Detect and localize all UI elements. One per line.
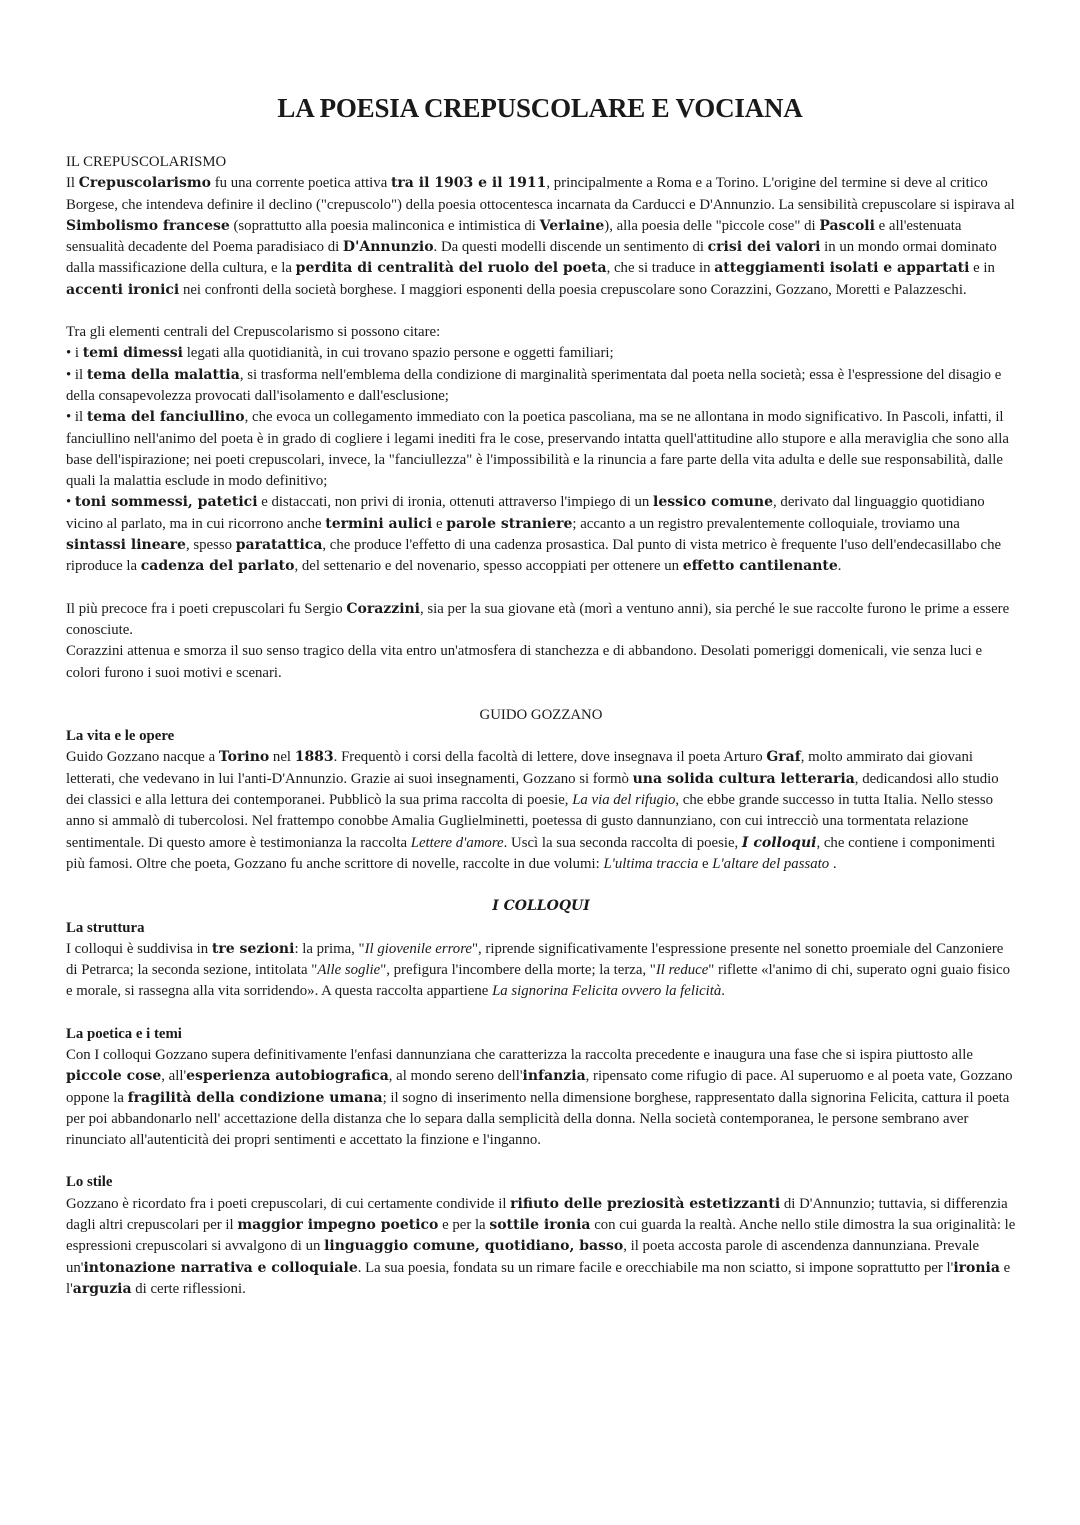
italic-text: L'altare del passato [712, 855, 830, 872]
bold-text: crisi dei valori [707, 239, 821, 256]
bold-text: tra il 1903 e il 1911 [390, 175, 547, 192]
bold-text: fragilità della condizione umana [127, 1089, 383, 1106]
bold-text: una solida cultura letteraria [632, 770, 855, 787]
italic-text: La signorina Felicita ovvero la felicità [492, 983, 722, 1000]
bold-text: toni sommessi, patetici [74, 494, 258, 511]
bold-italic-text: I colloqui [741, 834, 817, 851]
bold-text: paratattica [235, 537, 323, 554]
bold-text: Pascoli [819, 217, 875, 234]
italic-text: Alle soglie [317, 962, 381, 979]
italic-text: Lettere d'amore [410, 834, 504, 851]
bold-text: termini aulici [325, 515, 433, 532]
bold-text: parole straniere [446, 515, 573, 532]
italic-text: La via del rifugio [572, 792, 676, 809]
bold-text: esperienza autobiografica [186, 1068, 389, 1085]
paragraph-elements-list: Tra gli elementi centrali del Crepuscolarismo si possono citare: • i temi dimessi legati alla quotidianità, in cui trovano spazio persone e oggetti familiari; • il tema della malattia, si trasforma nell'emblema della condizione di marginalità sperimentata dal poeta nella società; essa è l'espressione del disagio e della consapevolezza provocati dall'isolamento e dall'esclusione; • il tema del fanciullino, che evoca un collegamento immediato con la poetica pascoliana, ma se ne allontana in modo significativo. In Pascoli, infatti, il fanciullino nell'animo del poeta è in grado di cogliere i legami inediti fra le cose, preservando intatta quell'attitudine allo stupore e alla meraviglia che sono alla base dell'ispirazione; nei poeti crepuscolari, invece, la "fanciullezza" è l'impossibilità e la rinuncia a fare parte della vita adulta e delle sue responsabilità, dalle quali la malattia esclude in modo definitivo; • toni sommessi, patetici e distaccati, non privi di ironia, ottenuti attraverso l'impiego di un lessico comune, derivato dal linguaggio quotidiano vicino al parlato, ma in cui ricorrono anche termini aulici e parole straniere; accanto a un registro prevalentemente colloquiale, troviamo una sintassi lineare, spesso paratattica, che produce l'effetto di una cadenza prosastica. Dal punto di vista metrico è frequente l'uso dell'endecasillabo che riproduce la cadenza del parlato, del settenario e del novenario, spesso accoppiati per ottenere un effetto cantilenante. [66, 324, 1009, 575]
paragraph: I colloqui è suddivisa in tre sezioni: la prima, "Il giovenile errore", riprende significativamente l'espressione presente nel sonetto proemiale del Canzoniere di Petrarca; la seconda sezione, intitolata "Alle soglie", prefigura l'incombere della morte; la terza, "Il reduce" riflette «l'animo di chi, superato ogni guaio fisico e morale, si rassegna alla vita sorridendo». A questa raccolta appartiene La signorina Felicita ovvero la felicità. [66, 940, 1010, 1000]
bold-text: Torino [218, 749, 270, 766]
bold-text: ironia [953, 1259, 1000, 1276]
paragraph: Il Crepuscolarismo fu una corrente poetica attiva tra il 1903 e il 1911, principalmente a Roma e a Torino. L'origine del termine si deve al critico Borgese, che intendeva definire il declino ("crepuscolo") della poesia ottocentesca incarnata da Carducci e D'Annunzio. La sensibilità crepuscolare si ispirava al Simbolismo francese (soprattutto alla poesia malinconica e intimistica di Verlaine), alla poesia delle "piccole cose" di Pascoli e all'estenuata sensualità decadente del Poema paradisiaco di D'Annunzio. Da questi modelli discende un sentimento di crisi dei valori in un mondo ormai dominato dalla massificazione della cultura, e la perdita di centralità del ruolo del poeta, che si traduce in atteggiamenti isolati e appartati e in accenti ironici nei confronti della società borghese. I maggiori esponenti della poesia crepuscolare sono Corazzini, Gozzano, Moretti e Palazzeschi. [66, 175, 1015, 298]
paragraph: Con I colloqui Gozzano supera definitivamente l'enfasi dannunziana che caratterizza la raccolta precedente e inaugura una fase che si ispira piuttosto alle piccole cose, all'esperienza autobiografica, al mondo sereno dell'infanzia, ripensato come rifugio di pace. Al superuomo e al poeta vate, Gozzano oppone la fragilità della condizione umana; il sogno di inserimento nella dimensione borghese, rappresentato dalla signorina Felicita, cattura il poeta per poi abbandonarlo nell' accettazione della distanza che lo separa dalla semplicità della donna. Nella società contemporanea, le persone sembrano aver rinunciato all'autenticità dei propri sentimenti e accettato la finzione e l'inganno. [66, 1046, 1013, 1149]
bold-text: intonazione narrativa e colloquiale [83, 1259, 358, 1276]
paragraph: Guido Gozzano nacque a Torino nel 1883. Frequentò i corsi della facoltà di lettere, dove insegnava il poeta Arturo Graf, molto ammirato dai giovani letterati, che vedevano in lui l'anti-D'Annunzio. Grazie ai suoi insegnamenti, Gozzano si formò una solida cultura letteraria, dedicandosi allo studio dei classici e alla lettura dei contemporanei. Pubblicò la sua prima raccolta di poesie, La via del rifugio, che ebbe grande successo in tutta Italia. Nello stesso anno si ammalò di tubercolosi. Nel frattempo conobbe Amalia Guglielminetti, poetessa di gusto dannunziano, con cui intrecciò una tormentata relazione sentimentale. Di questo amore è testimonianza la raccolta Lettere d'amore. Uscì la sua seconda raccolta di poesie, I colloqui, che contiene i componimenti più famosi. Oltre che poeta, Gozzano fu anche scrittore di novelle, raccolte in due volumi: L'ultima traccia e L'altare del passato . [66, 749, 999, 872]
bold-text: perdita di centralità del ruolo del poeta [295, 260, 607, 277]
bold-text: maggior impegno poetico [237, 1217, 439, 1234]
bold-text: D'Annunzio [342, 239, 434, 256]
page-title: LA POESIA CREPUSCOLARE E VOCIANA [277, 93, 803, 123]
bold-text: cadenza del parlato [140, 558, 295, 575]
bold-text: tema della malattia [86, 366, 240, 383]
italic-text: Il reduce [655, 962, 709, 979]
bold-text: piccole cose [66, 1068, 162, 1085]
bold-text: Simbolismo francese [66, 217, 230, 234]
bold-text: arguzia [72, 1280, 132, 1297]
italic-text: Il giovenile errore [364, 940, 472, 957]
bold-text: Graf [766, 749, 801, 766]
paragraph: Il più precoce fra i poeti crepuscolari fu Sergio Corazzini, sia per la sua giovane età (morì a ventuno anni), sia perché le sue raccolte furono le prime a essere conosciute. Corazzini attenua e smorza il suo senso tragico della vita entro un'atmosfera di stanchezza e di abbandono. Desolati pomeriggi domenicali, vie senza luci e colori furono i suoi motivi e scenari. [66, 600, 1010, 681]
bold-text: lessico comune [653, 494, 774, 511]
bold-text: Corazzini [346, 600, 421, 617]
bold-text: Crepuscolarismo [78, 175, 212, 192]
bold-text: linguaggio comune, quotidiano, basso [324, 1238, 624, 1255]
bold-text: Verlaine [539, 217, 605, 234]
bold-text: sottile ironia [489, 1217, 591, 1234]
bold-text: rifiuto delle preziosità estetizzanti [510, 1195, 781, 1212]
subheading-poetica: La poetica e i temi [66, 1025, 182, 1042]
section-heading-gozzano: GUIDO GOZZANO [479, 706, 603, 723]
bold-text: 1883 [294, 749, 334, 766]
subheading-vita: La vita e le opere [66, 728, 175, 745]
section-heading-crepuscolarismo: IL CREPUSCOLARISMO [66, 154, 227, 170]
bold-text: tema del fanciullino [86, 409, 245, 426]
bold-text: temi dimessi [82, 345, 183, 362]
bold-text: infanzia [522, 1068, 586, 1085]
bold-text: accenti ironici [66, 281, 180, 298]
subheading-struttura: La struttura [66, 919, 145, 936]
italic-text: L'ultima traccia [603, 855, 699, 872]
paragraph: Gozzano è ricordato fra i poeti crepuscolari, di cui certamente condivide il rifiuto delle preziosità estetizzanti di D'Annunzio; tuttavia, si differenzia dagli altri crepuscolari per il maggior impegno poetico e per la sottile ironia con cui guarda la realtà. Anche nello stile dimostra la sua originalità: le espressioni crepuscolari si avvalgono di un linguaggio comune, quotidiano, basso, il poeta accosta parole di ascendenza dannunziana. Prevale un'intonazione narrativa e colloquiale. La sua poesia, fondata su un rimare facile e orecchiabile ma non sciatto, si impone soprattutto per l'ironia e l'arguzia di certe riflessioni. [66, 1195, 1016, 1297]
document-body [66, 152, 1016, 1300]
bold-text: effetto cantilenante [682, 558, 838, 575]
section-heading-colloqui: I COLLOQUI [492, 898, 590, 915]
bold-text: atteggiamenti isolati e appartati [714, 260, 970, 277]
bold-text: sintassi lineare [66, 537, 186, 554]
bold-text: tre sezioni [211, 940, 295, 957]
subheading-stile: Lo stile [66, 1174, 113, 1191]
